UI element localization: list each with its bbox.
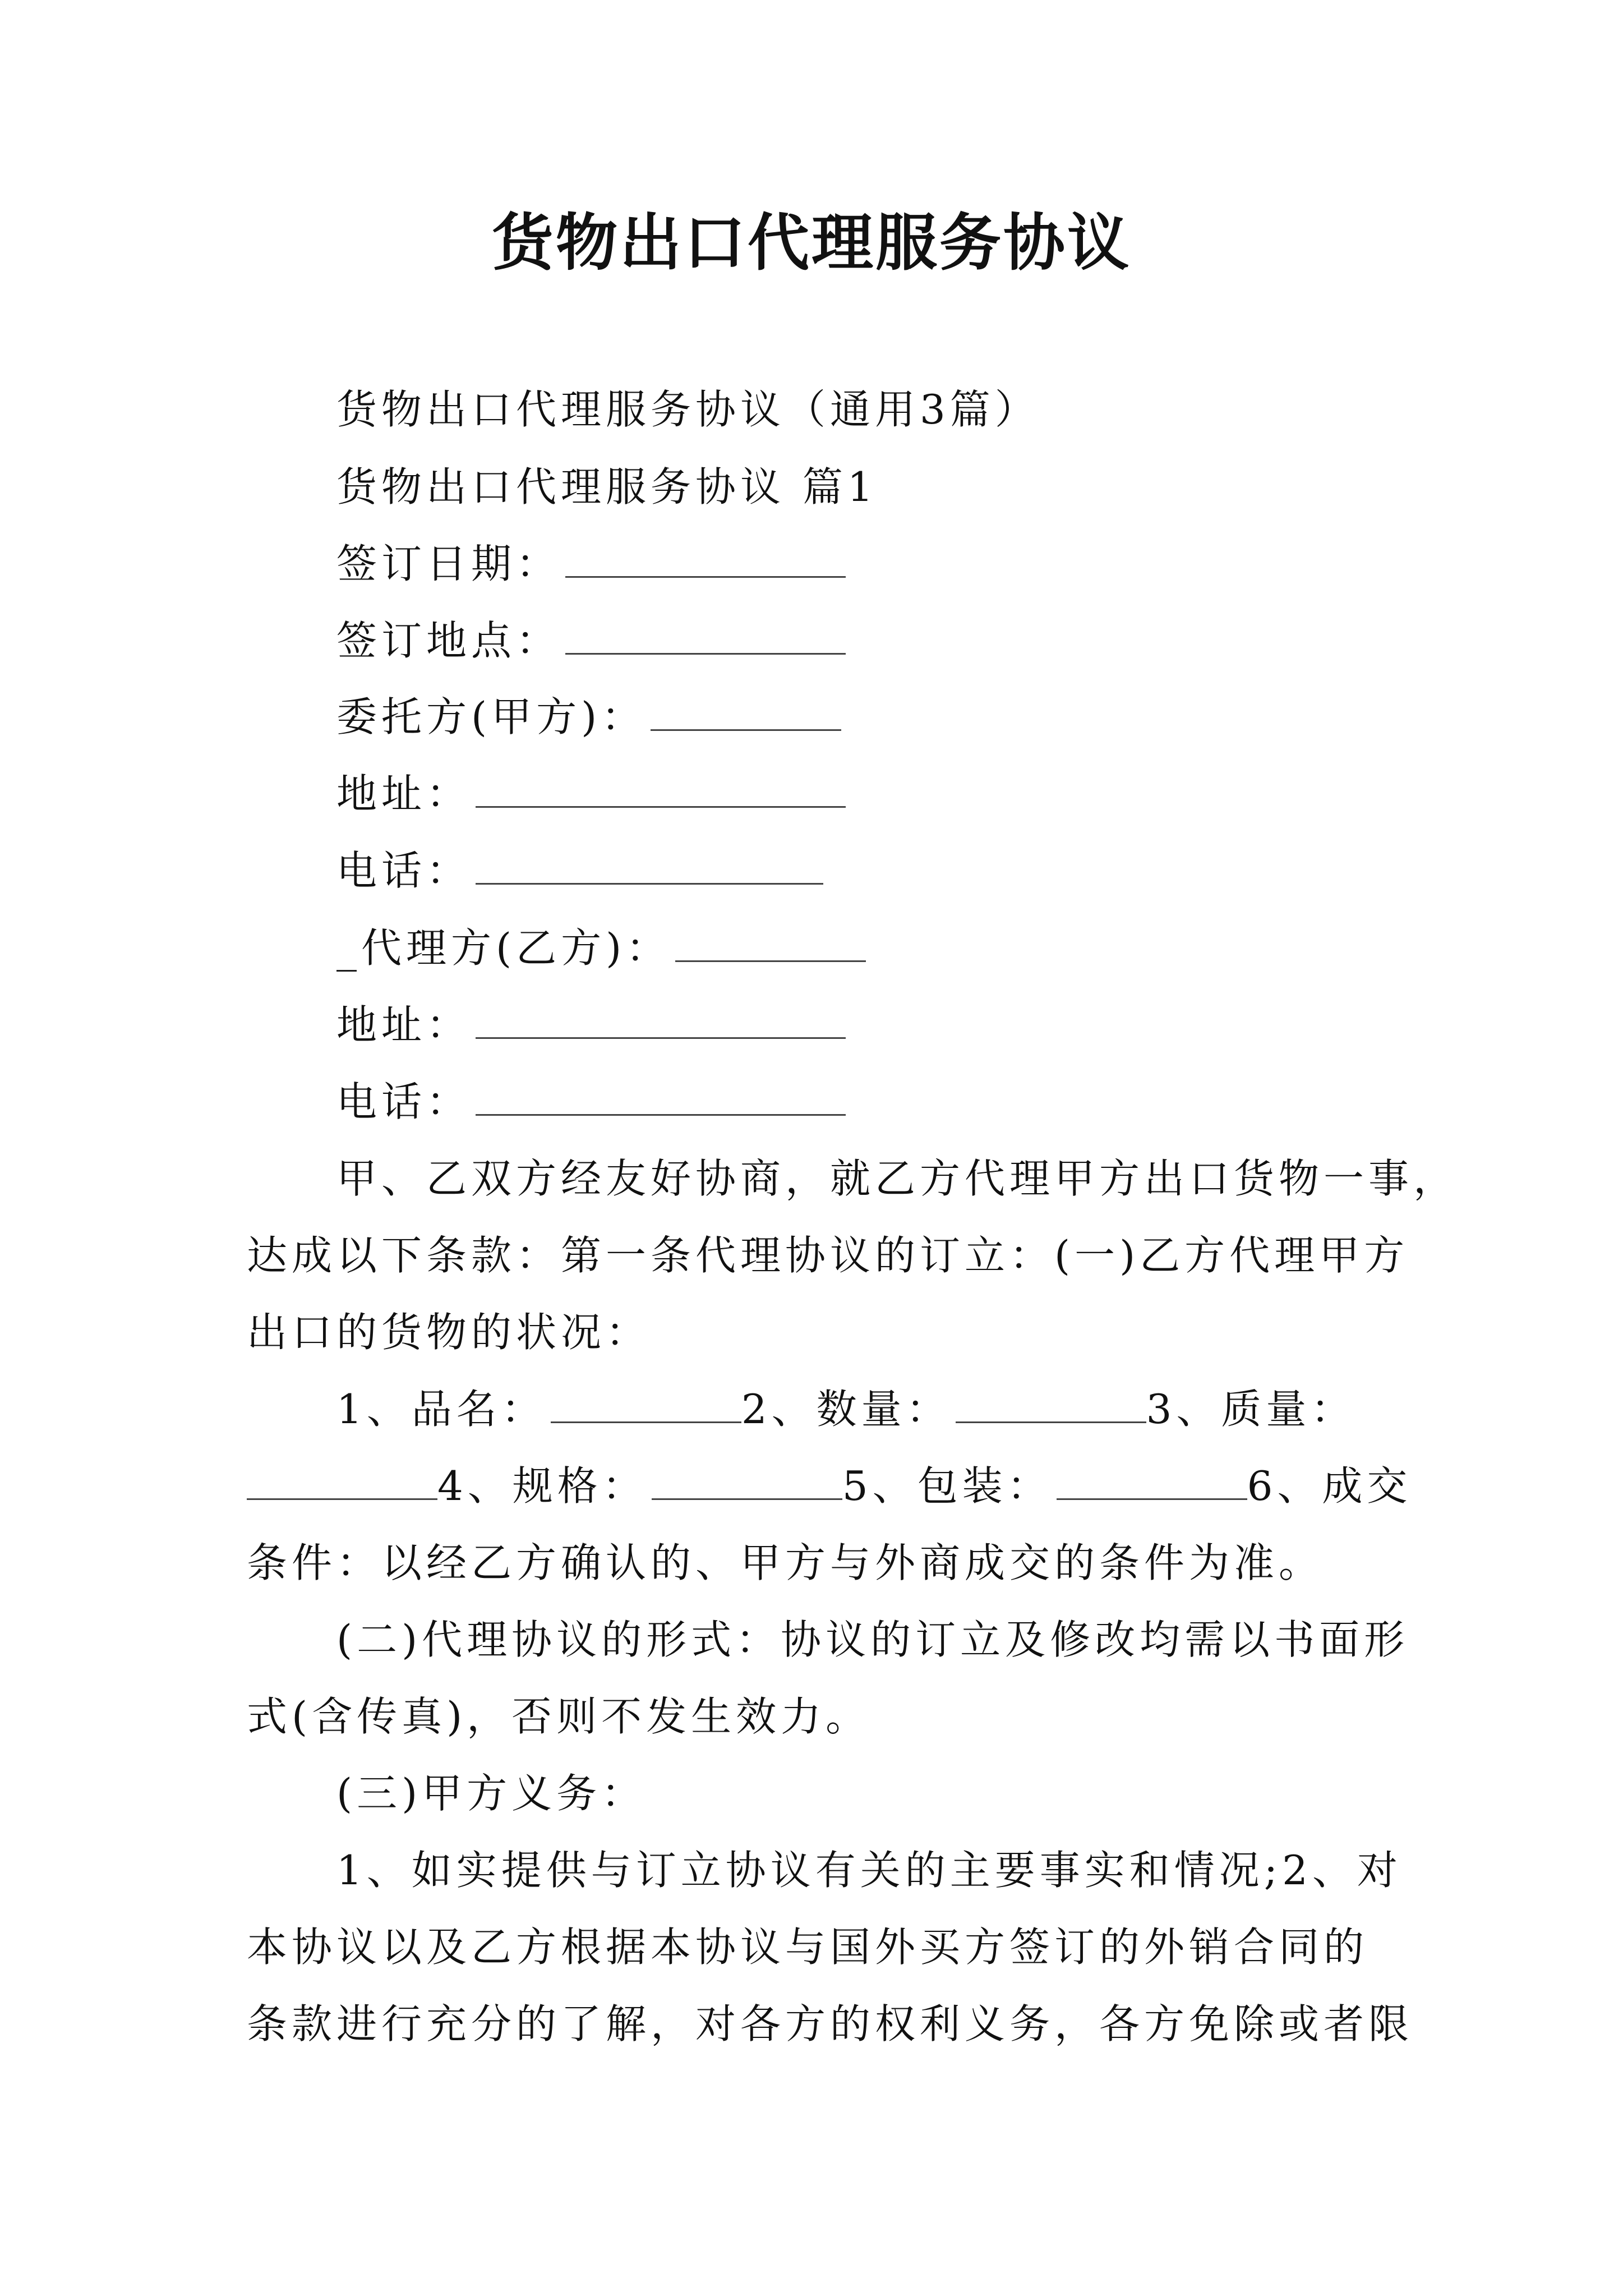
principal-field: [336, 689, 841, 745]
principal-phone-blank: [476, 850, 823, 885]
agent-address-label: 地址：: [336, 1001, 472, 1048]
section-heading: 货物出口代理服务协议 篇1: [336, 463, 878, 510]
sign-place-field: [336, 613, 846, 669]
principal-phone-label: 电话：: [336, 847, 472, 894]
agent-phone-field: [336, 1074, 846, 1130]
principal-address-field: [336, 766, 846, 822]
principal-address-label: 地址：: [336, 770, 472, 817]
goods-quality-blank: [247, 1466, 437, 1500]
principal-address-blank: [476, 774, 846, 808]
intro-paragraph-line-2: 达成以下条款：第一条代理协议的订立：(一)乙方代理甲方: [247, 1232, 1409, 1279]
goods-line-2: [247, 1458, 1412, 1514]
sign-place-blank: [565, 620, 846, 655]
sign-place-label: 签订地点：: [336, 617, 561, 664]
agent-prefix: _: [336, 924, 361, 972]
duty-paragraph-line-2: 本协议以及乙方根据本协议与国外买方签订的外销合同的: [247, 1924, 1369, 1971]
sign-date-field: [336, 536, 846, 592]
intro-paragraph-line-1: 甲、乙双方经友好协商，就乙方代理甲方出口货物一事，: [336, 1155, 1459, 1202]
goods-packing-label: 5、包装：: [842, 1462, 1052, 1510]
goods-spec-label: 4、规格：: [437, 1462, 647, 1510]
agent-field: [336, 920, 866, 976]
duty-heading: (三)甲方义务：: [336, 1770, 647, 1817]
document-title: 货物出口代理服务协议: [492, 206, 1131, 279]
goods-name-blank: [551, 1389, 741, 1423]
document-subtitle: 货物出口代理服务协议（通用3篇）: [336, 386, 1040, 433]
agent-address-blank: [476, 1005, 846, 1039]
goods-quantity-label: 2、数量：: [741, 1386, 951, 1433]
goods-line-1: [336, 1381, 1355, 1437]
goods-terms-label: 6、成交: [1247, 1462, 1412, 1510]
goods-name-label: 1、品名：: [336, 1386, 546, 1433]
sign-date-label: 签订日期：: [336, 540, 561, 587]
intro-paragraph-line-3: 出口的货物的状况：: [247, 1309, 651, 1356]
form-paragraph-line-2: 式(含传真)，否则不发生效力。: [247, 1693, 871, 1740]
duty-paragraph-line-3: 条款进行充分的了解，对各方的权利义务，各方免除或者限: [247, 2000, 1414, 2047]
agent-address-field: [336, 997, 846, 1053]
goods-line-3: 条件：以经乙方确认的、甲方与外商成交的条件为准。: [247, 1539, 1324, 1586]
agent-phone-blank: [476, 1082, 846, 1116]
principal-label: 委托方(甲方)：: [336, 693, 647, 740]
principal-blank: [651, 697, 841, 731]
principal-phone-field: [336, 843, 823, 899]
duty-paragraph-line-1: 1、如实提供与订立协议有关的主要事实和情况;2、对: [336, 1847, 1402, 1894]
goods-quantity-blank: [956, 1389, 1146, 1423]
goods-spec-blank: [652, 1466, 842, 1500]
sign-date-blank: [565, 544, 846, 578]
goods-quality-label: 3、质量：: [1146, 1386, 1356, 1433]
agent-label: 代理方(乙方)：: [361, 924, 671, 972]
agent-phone-label: 电话：: [336, 1078, 472, 1125]
form-paragraph-line-1: (二)代理协议的形式：协议的订立及修改均需以书面形: [336, 1616, 1409, 1663]
agent-blank: [675, 928, 866, 962]
goods-packing-blank: [1057, 1466, 1247, 1500]
